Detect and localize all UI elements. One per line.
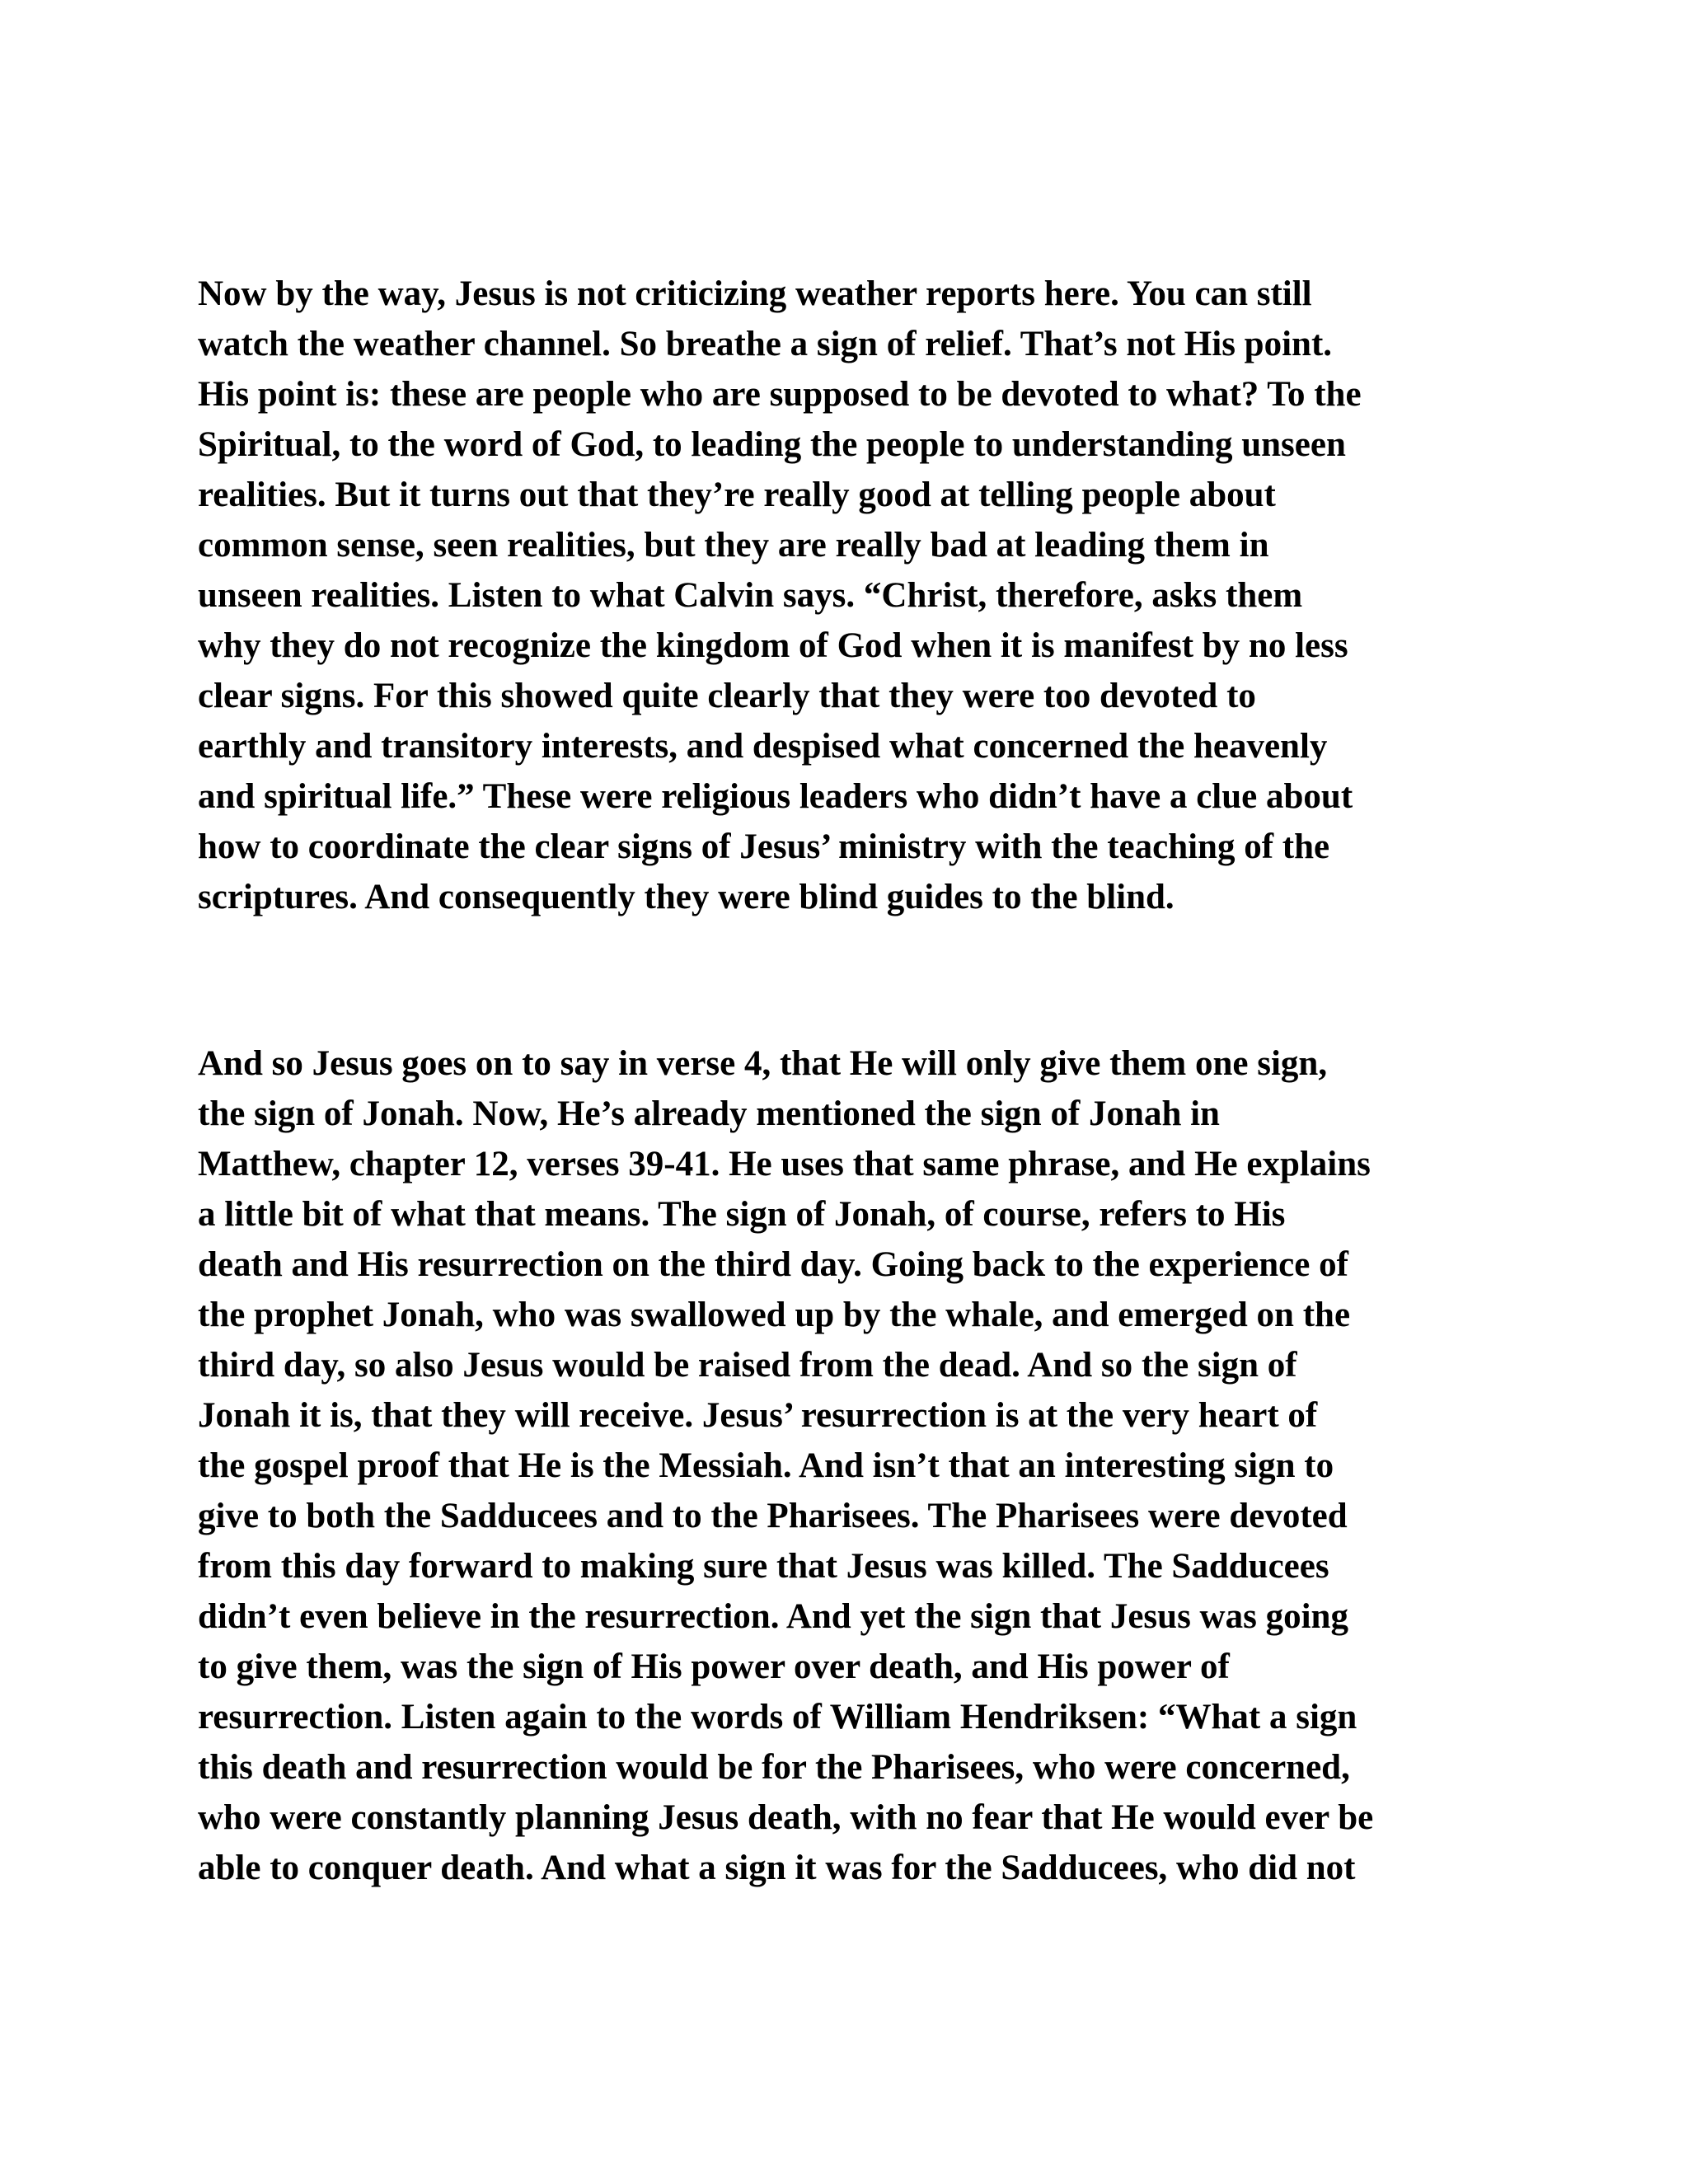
text-line: and spiritual life.” These were religious leaders who didn’t have a clue about [198,777,1353,816]
text-line: And so Jesus goes on to say in verse 4, that He will only give them one sign, [198,1044,1328,1083]
text-line: to give them, was the sign of His power over death, and His power of [198,1647,1230,1686]
text-line: clear signs. For this showed quite clearly that they were too devoted to [198,677,1256,715]
text-line: the sign of Jonah. Now, He’s already mentioned the sign of Jonah in [198,1094,1220,1133]
text-line: from this day forward to making sure that Jesus was killed. The Sadducees [198,1547,1329,1586]
text-line: unseen realities. Listen to what Calvin says. “Christ, therefore, asks them [198,576,1303,615]
text-line: Spiritual, to the word of God, to leading the people to understanding unseen [198,425,1346,464]
text-line: able to conquer death. And what a sign it was for the Sadducees, who did not [198,1849,1356,1887]
text-line: common sense, seen realities, but they are really bad at leading them in [198,526,1269,565]
text-line: the gospel proof that He is the Messiah. And isn’t that an interesting sign to [198,1446,1334,1485]
text-line: this death and resurrection would be for the Pharisees, who were concerned, [198,1748,1350,1787]
text-line: give to both the Sadducees and to the Pharisees. The Pharisees were devoted [198,1497,1348,1535]
text-line: scriptures. And consequently they were blind guides to the blind. [198,878,1175,916]
text-line: a little bit of what that means. The sign of Jonah, of course, refers to His [198,1195,1286,1234]
text-line: resurrection. Listen again to the words of William Hendriksen: “What a sign [198,1698,1357,1736]
text-line: earthly and transitory interests, and despised what concerned the heavenly [198,727,1328,766]
text-line: His point is: these are people who are supposed to be devoted to what? To the [198,375,1362,414]
paragraph-weather-signs [198,269,1484,922]
text-line: why they do not recognize the kingdom of God when it is manifest by no less [198,626,1348,665]
text-line: how to coordinate the clear signs of Jesus’ ministry with the teaching of the [198,827,1330,866]
text-line: Now by the way, Jesus is not criticizing weather reports here. You can still [198,274,1312,313]
text-line: Jonah it is, that they will receive. Jesus’ resurrection is at the very heart of [198,1396,1318,1435]
text-line: who were constantly planning Jesus death, with no fear that He would ever be [198,1798,1374,1837]
text-line: realities. But it turns out that they’re really good at telling people about [198,476,1276,514]
text-line: death and His resurrection on the third day. Going back to the experience of [198,1245,1348,1284]
text-line: didn’t even believe in the resurrection. And yet the sign that Jesus was going [198,1597,1348,1636]
text-line: the prophet Jonah, who was swallowed up by the whale, and emerged on the [198,1296,1351,1334]
text-line: third day, so also Jesus would be raised from the dead. And so the sign of [198,1346,1297,1385]
paragraph-sign-of-jonah [198,1038,1484,1893]
text-line: watch the weather channel. So breathe a sign of relief. That’s not His point. [198,325,1333,363]
text-line: Matthew, chapter 12, verses 39-41. He uses that same phrase, and He explains [198,1145,1371,1183]
